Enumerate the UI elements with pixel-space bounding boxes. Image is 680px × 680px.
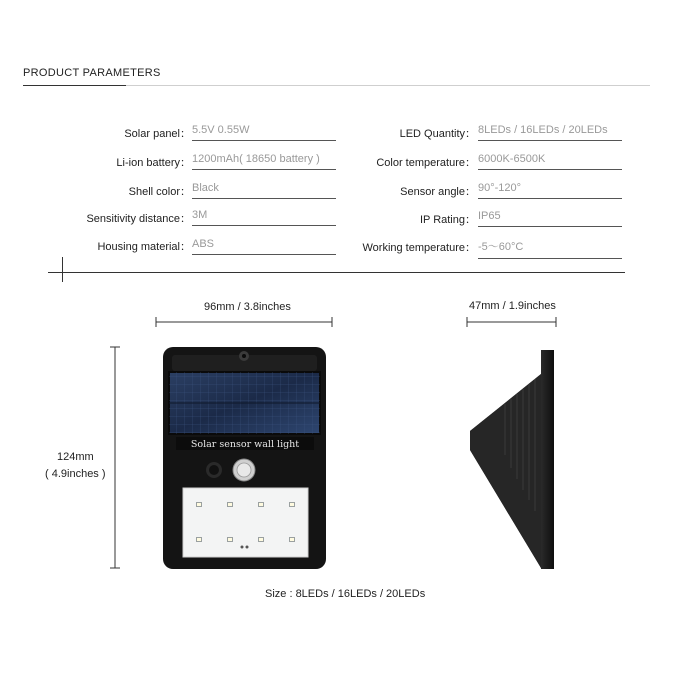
- width-dimension-label: 96mm / 3.8inches: [204, 301, 291, 313]
- param-value-housing: ABS: [192, 238, 336, 255]
- param-value-sensor-angle: 90°-120°: [478, 182, 622, 199]
- param-label-solar-panel: Solar panel：: [124, 128, 191, 140]
- param-value-shell-color: Black: [192, 182, 336, 199]
- param-value-solar-panel: 5.5V 0.55W: [192, 124, 336, 141]
- height-dimension-mm: 124mm: [57, 451, 94, 463]
- height-dimension-inches: ( 4.9inches ): [45, 468, 106, 480]
- param-label-color-temp: Color temperature：: [376, 157, 476, 169]
- width-dimension-line: [156, 317, 332, 327]
- size-note: Size : 8LEDs / 16LEDs / 20LEDs: [265, 588, 426, 600]
- param-label-working-temp: Working temperature：: [362, 242, 476, 254]
- product-label: Solar sensor wall light: [190, 439, 300, 450]
- param-label-battery: Li-ion battery：: [116, 157, 191, 169]
- param-value-led-quantity: 8LEDs / 16LEDs / 20LEDs: [478, 124, 622, 141]
- param-value-working-temp: -5～60°C: [478, 238, 622, 259]
- param-value-color-temp: 6000K-6500K: [478, 153, 622, 170]
- param-value-battery: 1200mAh( 18650 battery ): [192, 153, 336, 170]
- param-value-ip-rating: IP65: [478, 210, 622, 227]
- light-front-view: [163, 347, 326, 569]
- param-value-sensitivity: 3M: [192, 209, 336, 226]
- section-title: PRODUCT PARAMETERS: [23, 67, 161, 79]
- param-label-shell-color: Shell color：: [128, 186, 191, 198]
- param-label-housing: Housing material：: [97, 241, 191, 253]
- depth-dimension-label: 47mm / 1.9inches: [469, 300, 556, 312]
- height-dimension-line: [110, 347, 120, 568]
- light-side-view: [470, 350, 554, 569]
- param-label-sensor-angle: Sensor angle：: [400, 186, 476, 198]
- depth-dimension-line: [467, 317, 556, 327]
- param-label-led-quantity: LED Quantity：: [399, 128, 476, 140]
- param-label-ip-rating: IP Rating：: [419, 214, 476, 226]
- param-label-sensitivity: Sensitivity distance：: [86, 213, 191, 225]
